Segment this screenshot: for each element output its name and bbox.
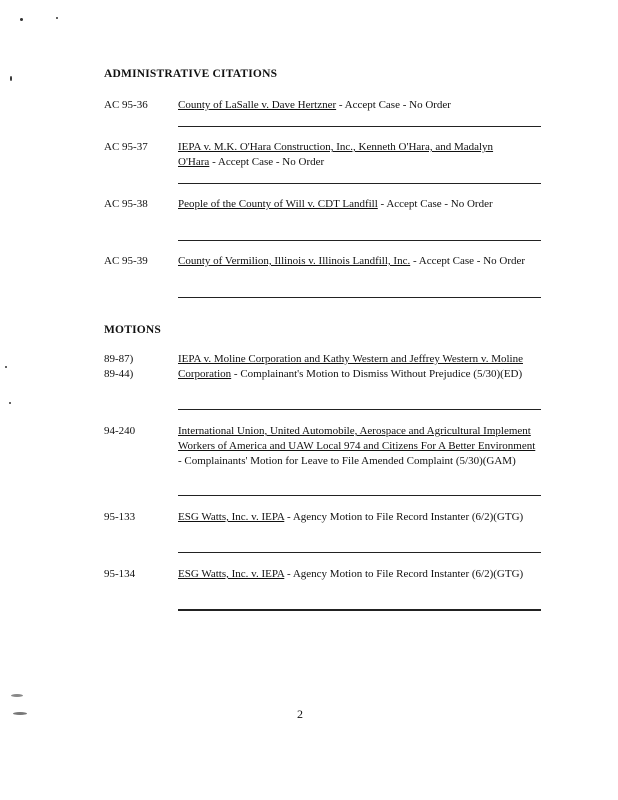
docket-entry [178,424,540,469]
entry-divider [178,240,541,241]
docket-number: 95-133 [104,511,136,523]
docket-number: 89-44) [104,368,134,380]
docket-entry [178,140,508,170]
entry-divider [178,126,541,127]
case-title: People of the County of Will v. CDT Landfill [178,198,378,210]
entry-action: - Accept Case - No Order [336,99,451,111]
entry-action: - Agency Motion to File Record Instanter (6/2)(GTG) [284,511,524,523]
docket-entry [178,98,540,113]
docket-entry [178,567,540,582]
scan-speck [11,694,23,697]
case-title: ESG Watts, Inc. v. IEPA [178,511,285,523]
entry-divider [178,495,541,496]
scan-speck [20,18,23,21]
scan-speck [10,76,12,81]
case-title: County of Vermilion, Illinois v. Illinois Landfill, Inc. [178,255,411,267]
entry-action: - Accept Case - No Order [209,156,325,168]
entry-action: - Accept Case - No Order [377,198,493,210]
docket-entry [178,352,523,382]
scan-speck [5,366,7,368]
case-title: ESG Watts, Inc. v. IEPA [178,568,285,580]
docket-number: 95-134 [104,568,136,580]
docket-entry [178,197,518,212]
case-title: International Union, United Automobile, Aerospace and Agricultural Implement Workers of America and UAW Local 974 and Citizens For A Better Environment [178,425,536,452]
entry-action: - Complainants' Motion for Leave to File Amended Complaint (5/30)(GAM) [178,455,516,467]
entry-divider [178,552,541,553]
docket-number: AC 95-37 [104,141,148,153]
docket-number: 94-240 [104,425,136,437]
case-title: IEPA v. Moline Corporation and Kathy Western and Jeffrey Western v. Moline Corporation [178,353,523,380]
entry-action: - Accept Case - No Order [410,255,526,267]
entry-divider [178,183,541,184]
case-title: IEPA v. M.K. O'Hara Construction, Inc., Kenneth O'Hara, and Madalyn O'Hara [178,141,494,168]
docket-number: 89-87) [104,353,134,365]
scan-speck [13,712,27,715]
scan-speck [56,17,58,19]
docket-number: AC 95-38 [104,198,148,210]
entry-divider [178,297,541,298]
admin-citations-heading: ADMINISTRATIVE CITATIONS [104,68,278,80]
page-number: 2 [297,707,303,721]
docket-number: AC 95-39 [104,255,148,267]
case-title: County of LaSalle v. Dave Hertzner [178,99,337,111]
entry-action: - Complainant's Motion to Dismiss Without Prejudice (5/30)(ED) [231,368,523,380]
entry-divider [178,609,541,611]
scan-speck [9,402,11,404]
docket-entry [178,254,540,269]
entry-action: - Agency Motion to File Record Instanter (6/2)(GTG) [284,568,524,580]
docket-number: AC 95-36 [104,99,148,111]
entry-divider [178,409,541,410]
docket-entry [178,510,540,525]
motions-heading: MOTIONS [104,324,161,336]
